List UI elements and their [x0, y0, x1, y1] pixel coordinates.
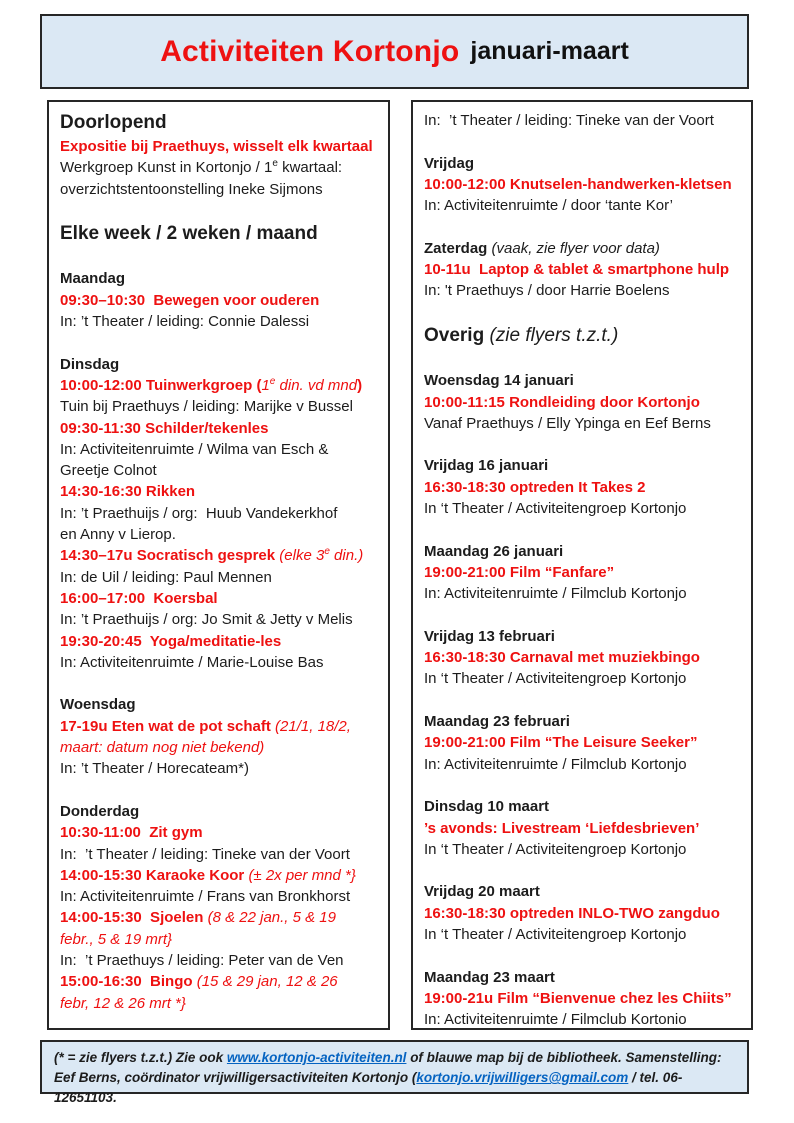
- text-line: [60, 136, 384, 157]
- text-segment: In: Activiteitenruimte / Marie-Louise Bas: [60, 653, 324, 671]
- text-segment: (elke 3: [279, 547, 325, 565]
- text-line: [60, 418, 384, 439]
- text-line: [424, 711, 747, 732]
- text-line: [424, 1009, 747, 1030]
- text-segment: In: Activiteitenruimte / Filmclub Kortonjo: [424, 755, 687, 773]
- text-segment: e: [269, 375, 276, 387]
- text-segment: In: ’t Theater / leiding: Tineke van der Voort: [424, 112, 714, 129]
- text-segment: In: 't Praethuys / door Harrie Boelens: [424, 282, 670, 300]
- text-line: [60, 524, 384, 545]
- text-segment: 09:30–10:30 Bewegen voor ouderen: [60, 291, 320, 309]
- text-segment: din.): [329, 547, 364, 565]
- section-heading: [60, 221, 384, 247]
- text-line: [60, 460, 384, 481]
- text-segment: In: ’t Theater / leiding: Connie Dalessi: [60, 313, 310, 331]
- text-segment: Expositie bij Praethuys, wisselt elk kwartaal: [60, 138, 373, 155]
- text-segment: In: Activiteitenruimte / Frans van Bronkhorst: [60, 888, 351, 906]
- text-segment: In ‘t Theater / Activiteitengroep Kortonjo: [424, 670, 687, 688]
- text-line: [424, 370, 747, 391]
- text-line: [424, 903, 747, 924]
- text-segment: febr, 12 & 26 mrt *}: [60, 994, 186, 1012]
- text-segment: 14:30–17u Socratisch gesprek: [60, 547, 280, 565]
- text-segment: Donderdag: [60, 802, 140, 820]
- text-segment: In ‘t Theater / Activiteitengroep Kortonjo: [424, 840, 687, 858]
- text-segment: 1: [261, 376, 270, 394]
- text-segment: In ‘t Theater / Activiteitengroep Kortonjo: [424, 925, 687, 943]
- text-segment: (± 2x per mnd *}: [248, 866, 356, 884]
- text-line: [424, 732, 747, 753]
- text-line: [424, 775, 747, 796]
- text-segment: Maandag 26 januari: [424, 542, 564, 560]
- text-line: [60, 652, 384, 673]
- text-line: [424, 860, 747, 881]
- schedule-right-panel: [411, 100, 753, 1030]
- text-line: [60, 737, 384, 758]
- text-line: [60, 886, 384, 907]
- email-link[interactable]: kortonjo.vrijwilligers@gmail.com: [416, 1070, 629, 1085]
- text-line: [424, 392, 747, 413]
- text-segment: kwartaal:: [277, 159, 343, 177]
- text-line: [424, 259, 747, 280]
- text-segment: 16:30-18:30 optreden INLO-TWO zangduo: [424, 904, 720, 922]
- footer-text-segment: / tel. 06-12651103.: [54, 1070, 683, 1105]
- text-line: [424, 668, 747, 689]
- text-segment: 10:30-11:00 Zit gym: [60, 824, 203, 842]
- footer-text-segment: (* = zie flyers t.z.t.) Zie ook: [54, 1050, 227, 1065]
- text-segment: Vrijdag 16 januari: [424, 457, 549, 475]
- text-line: [424, 498, 747, 519]
- text-line: [424, 690, 747, 711]
- text-line: [60, 993, 384, 1014]
- text-line: [424, 238, 747, 259]
- text-segment: 19:00-21:00 Film “Fanfare”: [424, 563, 615, 581]
- text-segment: 14:30-16:30 Rikken: [60, 483, 196, 501]
- text-line: [60, 694, 384, 715]
- footer-note: [40, 1040, 749, 1105]
- text-segment: 10:00-12:00 Tuinwerkgroep (: [60, 376, 262, 394]
- text-segment: In: Activiteitenruimte / door ‘tante Kor’: [424, 197, 674, 215]
- text-line: [424, 796, 747, 817]
- text-segment: In: de Uil / leiding: Paul Mennen: [60, 568, 272, 586]
- text-segment: (zie flyers t.z.t.): [489, 324, 619, 346]
- section-heading: [60, 110, 384, 136]
- text-segment: (8 & 22 jan., 5 & 19: [207, 909, 336, 927]
- text-line: [60, 354, 384, 375]
- text-segment: Vrijdag 20 maart: [424, 883, 540, 901]
- text-line: [424, 174, 747, 195]
- text-line: [60, 290, 384, 311]
- text-segment: Tuin bij Praethuys / leiding: Marijke v Bussel: [60, 398, 353, 416]
- text-line: [60, 268, 384, 289]
- text-line: [424, 153, 747, 174]
- text-segment: 10-11u Laptop & tablet & smartphone hulp: [424, 261, 730, 279]
- text-segment: 15:00-16:30 Bingo: [60, 973, 197, 991]
- text-line: [60, 439, 384, 460]
- text-line: [424, 562, 747, 583]
- text-segment: Vrijdag: [424, 154, 475, 172]
- text-line: [424, 477, 747, 498]
- text-line: [424, 302, 747, 323]
- text-segment: 16:30-18:30 optreden It Takes 2: [424, 478, 646, 496]
- text-segment: Vrijdag 13 februari: [424, 627, 555, 645]
- text-line: [60, 758, 384, 779]
- text-line: [60, 780, 384, 801]
- text-line: [60, 545, 384, 566]
- text-segment: 16:00–17:00 Koersbal: [60, 589, 218, 607]
- text-segment: 19:00-21u Film “Bienvenue chez les Chiits”: [424, 989, 732, 1007]
- text-segment: 09:30-11:30 Schilder/tekenles: [60, 419, 269, 437]
- text-line: [424, 583, 747, 604]
- text-segment: 16:30-18:30 Carnaval met muziekbingo: [424, 649, 700, 667]
- text-segment: e: [272, 158, 278, 170]
- text-line: [60, 950, 384, 971]
- text-segment: Dinsdag: [60, 355, 120, 373]
- text-line: [60, 179, 384, 200]
- text-segment: (vaak, zie flyer voor data): [491, 239, 660, 257]
- text-line: [60, 822, 384, 843]
- text-segment: Doorlopend: [60, 112, 167, 133]
- website-link[interactable]: www.kortonjo-activiteiten.nl: [226, 1050, 407, 1065]
- text-segment: In: Activiteitenruimte / Filmclub Kortonio: [424, 1011, 687, 1029]
- text-line: [424, 839, 747, 860]
- text-segment: overzichtstentoonstelling Ineke Sijmons: [60, 180, 323, 198]
- text-line: [424, 818, 747, 839]
- text-segment: In: ’t Praethuys / leiding: Peter van de Ven: [60, 951, 344, 969]
- text-segment: Werkgroep Kunst in Kortonjo / 1: [60, 159, 273, 177]
- text-segment: Vanaf Praethuys / Elly Ypinga en Eef Berns: [424, 414, 711, 432]
- text-segment: Maandag 23 februari: [424, 713, 570, 731]
- text-segment: maart: datum nog niet bekend): [60, 739, 265, 757]
- text-line: [60, 609, 384, 630]
- text-segment: 19:30-20:45 Yoga/meditatie-les: [60, 632, 282, 650]
- text-line: [60, 396, 384, 417]
- text-segment: Maandag: [60, 270, 126, 288]
- text-line: [60, 157, 384, 178]
- text-segment: In: ’t Theater / leiding: Tineke van der Voort: [60, 845, 350, 863]
- footer-text-segment: of blauwe map bij de bibliotheek. Samenstelling: Eef Berns, coördinator vrijwilligersactiviteiten Kortonjo (: [54, 1050, 722, 1085]
- text-line: [60, 844, 384, 865]
- text-line: [60, 588, 384, 609]
- text-segment: 14:00-15:30 Sjoelen: [60, 909, 208, 927]
- text-line: [60, 332, 384, 353]
- text-line: [424, 131, 747, 152]
- text-line: [424, 881, 747, 902]
- text-segment: (21/1, 18/2,: [275, 717, 351, 735]
- text-line: [424, 626, 747, 647]
- text-segment: In ‘t Theater / Activiteitengroep Kortonjo: [424, 500, 687, 518]
- text-segment: ’s avonds: Livestream ‘Liefdesbrieven’: [424, 819, 700, 837]
- text-line: [60, 673, 384, 694]
- text-segment: e: [324, 546, 330, 558]
- text-line: [60, 567, 384, 588]
- text-line: [60, 200, 384, 221]
- text-line: [60, 631, 384, 652]
- text-segment: In: Activiteitenruimte / Wilma van Esch &: [60, 440, 329, 458]
- text-segment: en Anny v Lierop.: [60, 526, 176, 544]
- text-segment: Elke week / 2 weken / maand: [60, 223, 318, 245]
- text-line: [424, 216, 747, 237]
- text-segment: 14:00-15:30 Karaoke Koor: [60, 866, 249, 884]
- text-segment: Woensdag: [60, 696, 136, 714]
- text-segment: In: ’t Praethuijs / org: Jo Smit & Jetty v Melis: [60, 611, 353, 629]
- text-segment: In: ’t Praethuijs / org: Huub Vandekerkhof: [60, 504, 338, 522]
- page-title-accent: Activiteiten Kortonjo: [160, 34, 460, 68]
- text-line: [424, 541, 747, 562]
- text-line: [424, 195, 747, 216]
- schedule-left-panel: [47, 100, 390, 1030]
- text-segment: In: Activiteitenruimte / Filmclub Kortonjo: [424, 585, 687, 603]
- text-line: [424, 924, 747, 945]
- text-line: [60, 375, 384, 396]
- text-segment: 10:00-11:15 Rondleiding door Kortonjo: [424, 393, 700, 411]
- text-segment: Dinsdag 10 maart: [424, 798, 550, 816]
- page-title-secondary: januari-maart: [470, 37, 629, 65]
- text-line: [424, 945, 747, 966]
- text-segment: 10:00-12:00 Knutselen-handwerken-kletsen: [424, 175, 732, 193]
- text-line: [424, 647, 747, 668]
- text-line: [60, 929, 384, 950]
- text-segment: Overig: [424, 324, 490, 346]
- text-line: [60, 481, 384, 502]
- text-line: [424, 754, 747, 775]
- text-line: [424, 988, 747, 1009]
- text-line: [424, 110, 747, 131]
- section-heading: [424, 323, 747, 349]
- text-segment: Woensdag 14 januari: [424, 372, 574, 390]
- text-segment: In: ’t Theater / Horecateam*): [60, 760, 249, 778]
- text-line: [424, 349, 747, 370]
- text-segment: 17-19u Eten wat de pot schaft: [60, 717, 276, 735]
- text-line: [60, 801, 384, 822]
- text-line: [424, 280, 747, 301]
- text-line: [424, 967, 747, 988]
- text-line: [424, 413, 747, 434]
- text-segment: (15 & 29 jan, 12 & 26: [196, 973, 338, 991]
- text-line: [60, 503, 384, 524]
- text-line: [60, 865, 384, 886]
- text-segment: Maandag 23 maart: [424, 968, 555, 986]
- text-line: [60, 716, 384, 737]
- text-segment: din. vd mnd: [275, 376, 358, 394]
- text-segment: febr., 5 & 19 mrt}: [60, 930, 172, 948]
- text-line: [60, 971, 384, 992]
- text-segment: Greetje Colnot: [60, 462, 157, 480]
- text-line: [60, 311, 384, 332]
- text-segment: Zaterdag: [424, 239, 492, 257]
- text-line: [60, 247, 384, 268]
- text-segment: ): [357, 376, 363, 394]
- text-line: [60, 907, 384, 928]
- text-line: [424, 455, 747, 476]
- text-line: [424, 605, 747, 626]
- text-line: [424, 434, 747, 455]
- text-line: [424, 519, 747, 540]
- page-header: [40, 14, 749, 89]
- text-segment: 19:00-21:00 Film “The Leisure Seeker”: [424, 734, 698, 752]
